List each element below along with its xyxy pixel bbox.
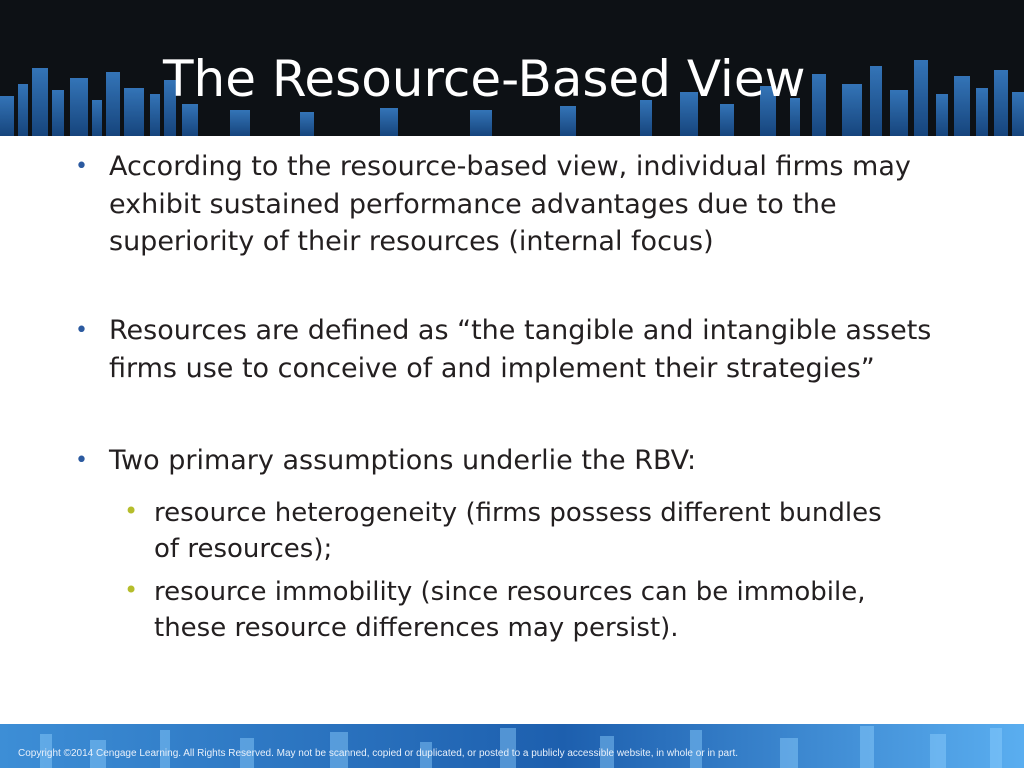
bullet-marker: • (75, 318, 88, 343)
sub-bullet-text: resource immobility (since resources can be immobile, these resource differences may persist). (154, 577, 866, 643)
sub-bullet-text: resource heterogeneity (firms possess different bundles of resources); (154, 498, 882, 564)
slide-header (0, 0, 1024, 136)
bullet-text: Resources are defined as “the tangible and intangible assets firms use to conceive of and implement their strategies” (109, 315, 932, 384)
bullet-text: Two primary assumptions underlie the RBV: (109, 445, 697, 476)
slide-footer (0, 724, 1024, 768)
copyright-notice: Copyright ©2014 Cengage Learning. All Rights Reserved. May not be scanned, copied or duplicated, or posted to a publicly accessible website, in whole or in part. (18, 748, 739, 759)
bullet-text: According to the resource-based view, individual firms may exhibit sustained performance advantages due to the superiority of their resources (internal focus) (109, 151, 911, 257)
sub-bullet-item (124, 495, 894, 567)
sub-bullet-item (124, 574, 944, 646)
bullet-item (75, 148, 949, 261)
sub-bullet-marker: • (124, 576, 139, 604)
slide-title: The Resource-Based View (163, 50, 806, 108)
sub-bullet-marker: • (124, 497, 139, 525)
bullet-marker: • (75, 154, 88, 179)
bullet-marker: • (75, 448, 88, 473)
bullet-item (75, 312, 949, 387)
bullet-item (75, 442, 949, 480)
slide-body (0, 136, 1024, 724)
footer-skyline-image (0, 724, 1024, 768)
